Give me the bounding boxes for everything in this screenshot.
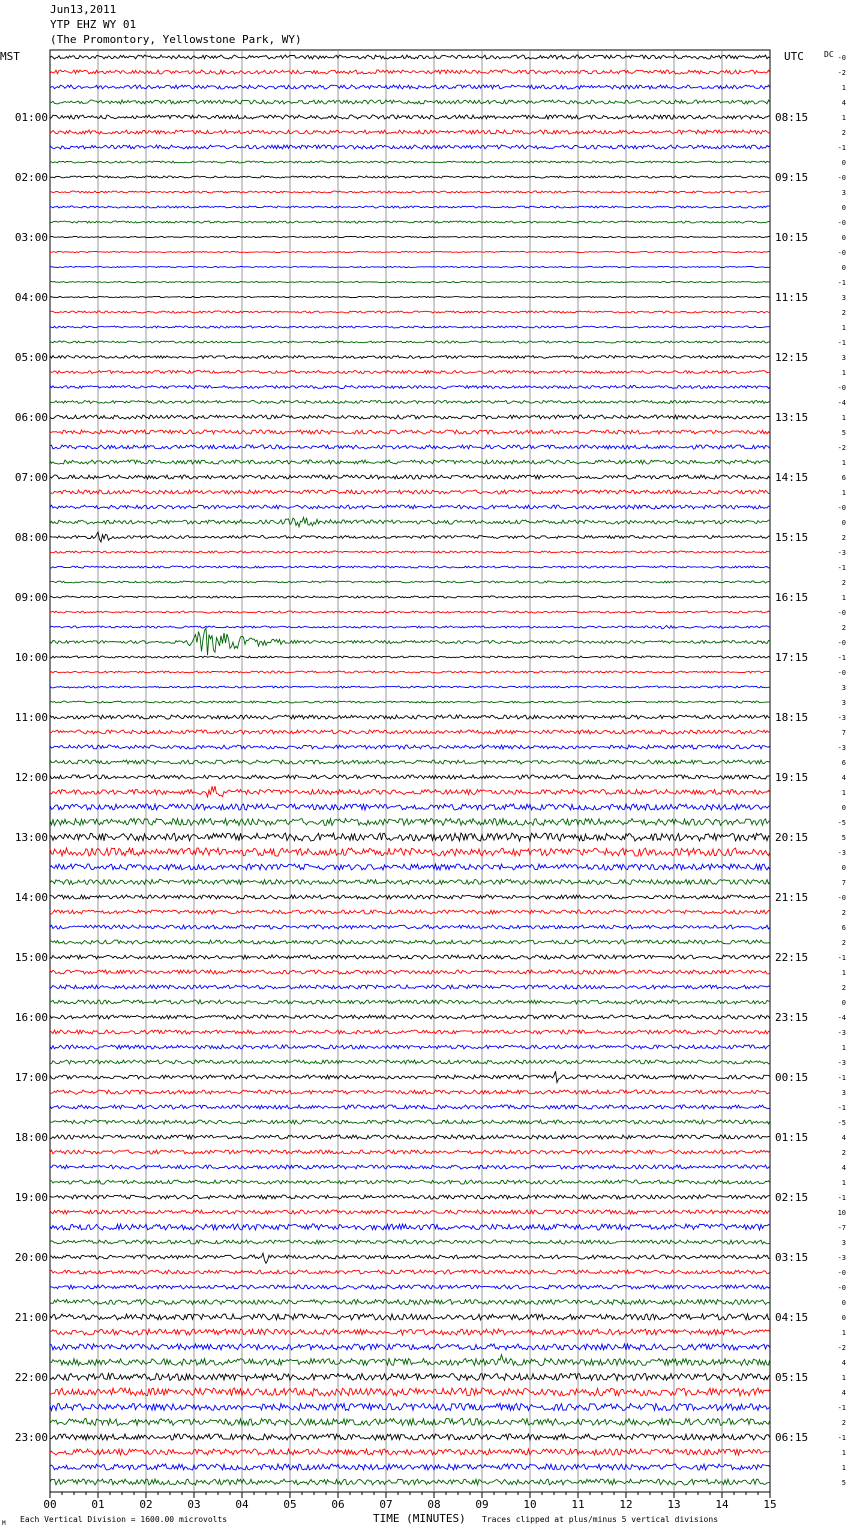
- trace-row: [50, 1210, 770, 1214]
- trace-row: [50, 551, 770, 553]
- right-hour-label: 14:15: [775, 471, 809, 484]
- right-hour-label: 12:15: [775, 351, 809, 364]
- left-hour-label: 07:00: [14, 471, 48, 484]
- trace-row: [50, 430, 770, 434]
- dc-offset-label: 0: [841, 159, 846, 167]
- dc-offset-label: 1: [841, 1044, 846, 1052]
- trace-row: [50, 517, 770, 526]
- right-hour-label: 23:15: [775, 1011, 809, 1024]
- left-hour-label: 18:00: [14, 1131, 48, 1144]
- right-hour-label: 08:15: [775, 111, 809, 124]
- trace-row: [50, 281, 770, 282]
- dc-offset-label: -3: [837, 714, 846, 722]
- dc-offset-label: -2: [837, 444, 846, 452]
- dc-offset-label: -2: [837, 1344, 846, 1352]
- station-code: YTP EHZ WY 01: [50, 18, 137, 31]
- trace-row: [50, 460, 770, 464]
- trace-row: [50, 1253, 770, 1263]
- right-hour-label: 19:15: [775, 771, 809, 784]
- x-tick-label: 03: [187, 1498, 201, 1511]
- trace-row: [50, 115, 770, 119]
- trace-row: [50, 1464, 770, 1470]
- trace-row: [50, 985, 770, 989]
- dc-offset-label: -0: [837, 249, 846, 257]
- dc-offset-label: -1: [837, 1074, 846, 1082]
- dc-offset-label: -1: [837, 1404, 846, 1412]
- dc-offset-label: -1: [837, 1194, 846, 1202]
- right-hour-label: 00:15: [775, 1071, 809, 1084]
- dc-offset-label: 0: [841, 1314, 846, 1322]
- right-hour-label: 11:15: [775, 291, 809, 304]
- trace-row: [50, 130, 770, 134]
- trace-row: [50, 1224, 770, 1230]
- trace-row: [50, 910, 770, 914]
- trace-row: [50, 296, 770, 297]
- right-hour-label: 09:15: [775, 171, 809, 184]
- trace-row: [50, 1355, 770, 1366]
- dc-offset-label: -4: [837, 1014, 846, 1022]
- trace-row: [50, 1285, 770, 1289]
- right-hour-label: 17:15: [775, 651, 809, 664]
- x-tick-label: 05: [283, 1498, 297, 1511]
- trace-row: [50, 611, 770, 613]
- dc-offset-label: 2: [841, 909, 846, 917]
- trace-row: [50, 1120, 770, 1124]
- dc-offset-label: 1: [841, 1464, 846, 1472]
- dc-offset-label: -1: [837, 279, 846, 287]
- dc-offset-label: -0: [837, 1284, 846, 1292]
- dc-offset-label: -0: [837, 1269, 846, 1277]
- trace-row: [50, 55, 770, 59]
- x-tick-label: 11: [571, 1498, 585, 1511]
- dc-offset-label: 0: [841, 864, 846, 872]
- dc-offset-label: -3: [837, 849, 846, 857]
- left-hour-label: 12:00: [14, 771, 48, 784]
- dc-offset-label: -1: [837, 1104, 846, 1112]
- trace-row: [50, 1015, 770, 1019]
- trace-row: [50, 1300, 770, 1305]
- dc-offset-label: 7: [841, 879, 846, 887]
- trace-row: [50, 475, 770, 479]
- dc-offset-label: 2: [841, 534, 846, 542]
- dc-offset-label: -1: [837, 1434, 846, 1442]
- dc-offset-label: -3: [837, 744, 846, 752]
- x-tick-label: 13: [667, 1498, 681, 1511]
- dc-offset-label: 3: [841, 1089, 846, 1097]
- trace-row: [50, 940, 770, 944]
- dc-offset-label: 2: [841, 939, 846, 947]
- trace-row: [50, 848, 770, 856]
- trace-row: [50, 266, 770, 267]
- dc-offset-label: 1: [841, 489, 846, 497]
- dc-offset-label: -0: [837, 54, 846, 62]
- trace-row: [50, 1240, 770, 1244]
- trace-row: [50, 221, 770, 223]
- dc-offset-label: 10: [837, 1209, 846, 1217]
- trace-row: [50, 775, 770, 779]
- dc-offset-label: 2: [841, 984, 846, 992]
- trace-row: [50, 925, 770, 929]
- trace-row: [50, 656, 770, 658]
- dc-offset-label: -0: [837, 639, 846, 647]
- trace-row: [50, 804, 770, 810]
- dc-offset-label: 1: [841, 1179, 846, 1187]
- left-hour-label: 19:00: [14, 1191, 48, 1204]
- trace-row: [50, 1344, 770, 1350]
- trace-row: [50, 1479, 770, 1485]
- trace-row: [50, 1314, 770, 1320]
- dc-offset-label: 0: [841, 1299, 846, 1307]
- trace-row: [50, 566, 770, 568]
- trace-row: [50, 895, 770, 899]
- trace-row: [50, 1449, 770, 1455]
- right-hour-label: 10:15: [775, 231, 809, 244]
- left-hour-label: 13:00: [14, 831, 48, 844]
- dc-offset-label: 6: [841, 759, 846, 767]
- trace-row: [50, 1105, 770, 1109]
- left-hour-label: 20:00: [14, 1251, 48, 1264]
- trace-row: [50, 581, 770, 583]
- dc-offset-label: -0: [837, 609, 846, 617]
- right-hour-label: 15:15: [775, 531, 809, 544]
- dc-offset-label: -7: [837, 1224, 846, 1232]
- dc-offset-label: 4: [841, 99, 846, 107]
- left-hour-label: 21:00: [14, 1311, 48, 1324]
- dc-offset-label: 4: [841, 1359, 846, 1367]
- dc-offset-label: 0: [841, 519, 846, 527]
- trace-row: [50, 1388, 770, 1396]
- dc-offset-label: -1: [837, 339, 846, 347]
- x-tick-label: 12: [619, 1498, 633, 1511]
- trace-row: [50, 1374, 770, 1381]
- trace-row: [50, 1270, 770, 1274]
- trace-row: [50, 326, 770, 328]
- trace-row: [50, 371, 770, 374]
- trace-row: [50, 532, 770, 542]
- dc-offset-label: -2: [837, 69, 846, 77]
- dc-offset-label: -5: [837, 1119, 846, 1127]
- x-tick-label: 14: [715, 1498, 729, 1511]
- dc-offset-label: 1: [841, 114, 846, 122]
- trace-row: [50, 1090, 770, 1094]
- dc-offset-label: 3: [841, 1239, 846, 1247]
- dc-offset-label: 3: [841, 354, 846, 362]
- trace-row: [50, 311, 770, 313]
- right-hour-label: 05:15: [775, 1371, 809, 1384]
- x-tick-label: 04: [235, 1498, 249, 1511]
- trace-row: [50, 1045, 770, 1049]
- trace-row: [50, 161, 770, 163]
- trace-row: [50, 596, 770, 598]
- trace-row: [50, 970, 770, 974]
- dc-offset-label: 3: [841, 294, 846, 302]
- trace-row: [50, 1060, 770, 1064]
- trace-row: [50, 100, 770, 104]
- trace-row: [50, 1071, 770, 1082]
- trace-row: [50, 145, 770, 149]
- dc-offset-label: 3: [841, 684, 846, 692]
- right-hour-label: 16:15: [775, 591, 809, 604]
- trace-row: [50, 671, 770, 673]
- trace-row: [50, 628, 770, 655]
- dc-offset-label: -0: [837, 894, 846, 902]
- dc-offset-label: 1: [841, 1329, 846, 1337]
- dc-offset-label: 1: [841, 789, 846, 797]
- right-hour-label: 21:15: [775, 891, 809, 904]
- x-tick-label: 10: [523, 1498, 537, 1511]
- right-hour-label: 01:15: [775, 1131, 809, 1144]
- left-hour-label: 04:00: [14, 291, 48, 304]
- dc-offset-label: -0: [837, 384, 846, 392]
- dc-offset-label: 2: [841, 579, 846, 587]
- left-hour-label: 14:00: [14, 891, 48, 904]
- left-hour-label: 01:00: [14, 111, 48, 124]
- dc-offset-label: 4: [841, 1389, 846, 1397]
- dc-offset-label: -3: [837, 1059, 846, 1067]
- left-hour-label: 06:00: [14, 411, 48, 424]
- trace-row: [50, 1180, 770, 1184]
- left-zone-label: MST: [0, 50, 20, 63]
- trace-row: [50, 1195, 770, 1199]
- trace-row: [50, 880, 770, 885]
- dc-offset-label: 0: [841, 264, 846, 272]
- trace-row: [50, 341, 770, 343]
- trace-row: [50, 701, 770, 703]
- trace-row: [50, 760, 770, 764]
- dc-offset-label: -3: [837, 1254, 846, 1262]
- dc-offset-label: 6: [841, 474, 846, 482]
- trace-row: [50, 1165, 770, 1169]
- trace-row: [50, 1404, 770, 1411]
- right-hour-label: 06:15: [775, 1431, 809, 1444]
- right-hour-label: 02:15: [775, 1191, 809, 1204]
- dc-offset-label: 2: [841, 1419, 846, 1427]
- dc-offset-label: 4: [841, 1164, 846, 1172]
- trace-row: [50, 686, 770, 688]
- dc-offset-label: -0: [837, 219, 846, 227]
- dc-offset-label: 2: [841, 129, 846, 137]
- trace-row: [50, 206, 770, 208]
- trace-row: [50, 1434, 770, 1440]
- trace-row: [50, 730, 770, 734]
- dc-offset-label: 2: [841, 624, 846, 632]
- trace-row: [50, 715, 770, 719]
- trace-row: [50, 445, 770, 449]
- left-hour-label: 23:00: [14, 1431, 48, 1444]
- left-hour-label: 15:00: [14, 951, 48, 964]
- right-hour-label: 13:15: [775, 411, 809, 424]
- trace-row: [50, 819, 770, 826]
- x-tick-label: 07: [379, 1498, 393, 1511]
- dc-offset-label: -1: [837, 564, 846, 572]
- dc-offset-label: -0: [837, 669, 846, 677]
- left-hour-label: 17:00: [14, 1071, 48, 1084]
- scale-note: Each Vertical Division = 1600.00 microvolts: [20, 1515, 228, 1524]
- dc-offset-label: 1: [841, 324, 846, 332]
- trace-row: [50, 864, 770, 870]
- trace-row: [50, 415, 770, 419]
- trace-row: [50, 236, 770, 237]
- dc-label: DC: [824, 50, 834, 59]
- trace-row: [50, 70, 770, 74]
- x-tick-label: 09: [475, 1498, 489, 1511]
- x-axis-label: TIME (MINUTES): [373, 1512, 466, 1525]
- dc-offset-label: -1: [837, 654, 846, 662]
- station-location: (The Promontory, Yellowstone Park, WY): [50, 33, 302, 46]
- x-tick-label: 06: [331, 1498, 345, 1511]
- trace-row: [50, 786, 770, 797]
- dc-offset-label: -1: [837, 954, 846, 962]
- trace-row: [50, 356, 770, 359]
- trace-row: [50, 490, 770, 494]
- x-tick-label: 08: [427, 1498, 441, 1511]
- trace-row: [50, 401, 770, 404]
- left-hour-label: 09:00: [14, 591, 48, 604]
- dc-offset-label: -1: [837, 144, 846, 152]
- trace-row: [50, 1419, 770, 1426]
- right-zone-label: UTC: [784, 50, 804, 63]
- dc-offset-label: 0: [841, 234, 846, 242]
- trace-row: [50, 251, 770, 252]
- trace-row: [50, 833, 770, 841]
- dc-offset-label: 2: [841, 309, 846, 317]
- dc-offset-label: -3: [837, 1029, 846, 1037]
- trace-row: [50, 625, 770, 629]
- dc-offset-label: 1: [841, 369, 846, 377]
- left-hour-label: 03:00: [14, 231, 48, 244]
- dc-offset-label: 1: [841, 1374, 846, 1382]
- dc-offset-label: -5: [837, 819, 846, 827]
- trace-row: [50, 386, 770, 389]
- dc-offset-label: 0: [841, 999, 846, 1007]
- right-hour-label: 22:15: [775, 951, 809, 964]
- dc-offset-label: 1: [841, 414, 846, 422]
- trace-row: [50, 1030, 770, 1034]
- footer-mark: M: [2, 1520, 6, 1527]
- trace-row: [50, 191, 770, 193]
- dc-offset-label: 7: [841, 729, 846, 737]
- x-tick-label: 02: [139, 1498, 153, 1511]
- dc-offset-label: 1: [841, 84, 846, 92]
- dc-offset-label: 3: [841, 189, 846, 197]
- left-hour-label: 16:00: [14, 1011, 48, 1024]
- dc-offset-label: -0: [837, 174, 846, 182]
- dc-offset-label: 4: [841, 774, 846, 782]
- trace-row: [50, 505, 770, 509]
- dc-offset-label: -0: [837, 504, 846, 512]
- dc-offset-label: 5: [841, 429, 846, 437]
- left-hour-label: 08:00: [14, 531, 48, 544]
- dc-offset-label: 0: [841, 204, 846, 212]
- trace-row: [50, 176, 770, 178]
- trace-row: [50, 1000, 770, 1004]
- right-hour-label: 03:15: [775, 1251, 809, 1264]
- dc-offset-label: -4: [837, 399, 846, 407]
- dc-offset-label: 0: [841, 804, 846, 812]
- dc-offset-label: 4: [841, 1134, 846, 1142]
- dc-offset-label: -3: [837, 549, 846, 557]
- trace-row: [50, 1150, 770, 1154]
- left-hour-label: 22:00: [14, 1371, 48, 1384]
- plot-date: Jun13,2011: [50, 3, 117, 16]
- dc-offset-label: 6: [841, 924, 846, 932]
- left-hour-label: 11:00: [14, 711, 48, 724]
- clip-note: Traces clipped at plus/minus 5 vertical divisions: [482, 1515, 719, 1524]
- trace-row: [50, 1135, 770, 1139]
- trace-row: [50, 955, 770, 959]
- left-hour-label: 02:00: [14, 171, 48, 184]
- dc-offset-label: 3: [841, 699, 846, 707]
- trace-row: [50, 745, 770, 749]
- dc-offset-label: 5: [841, 1479, 846, 1487]
- x-tick-label: 01: [91, 1498, 105, 1511]
- dc-offset-label: 5: [841, 834, 846, 842]
- trace-row: [50, 85, 770, 89]
- left-hour-label: 10:00: [14, 651, 48, 664]
- right-hour-label: 04:15: [775, 1311, 809, 1324]
- right-hour-label: 20:15: [775, 831, 809, 844]
- trace-row: [50, 1329, 770, 1335]
- right-hour-label: 18:15: [775, 711, 809, 724]
- dc-offset-label: 1: [841, 459, 846, 467]
- x-tick-label: 00: [43, 1498, 57, 1511]
- dc-offset-label: 1: [841, 969, 846, 977]
- dc-offset-label: 1: [841, 1449, 846, 1457]
- x-tick-label: 15: [763, 1498, 777, 1511]
- left-hour-label: 05:00: [14, 351, 48, 364]
- dc-offset-label: 1: [841, 594, 846, 602]
- dc-offset-label: 2: [841, 1149, 846, 1157]
